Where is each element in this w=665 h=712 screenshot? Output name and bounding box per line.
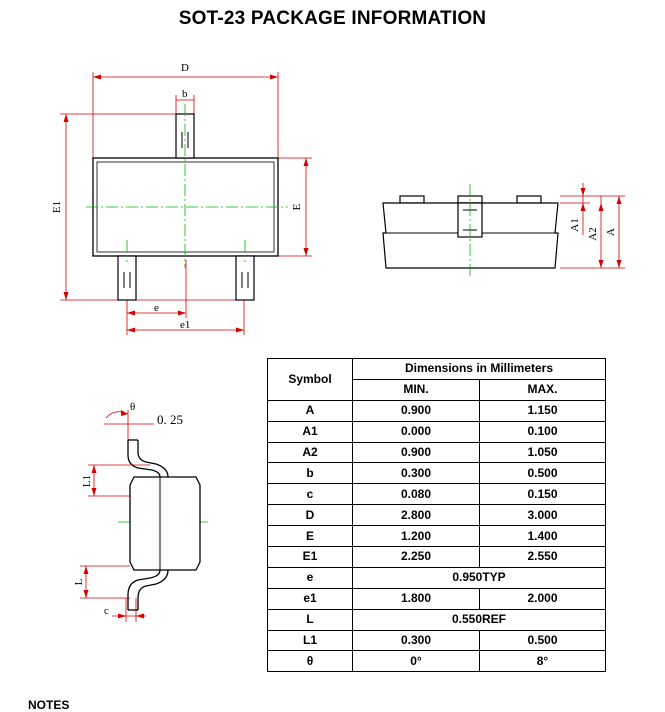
cell-symbol: b (268, 463, 353, 484)
cell-min: 0.000 (353, 421, 480, 442)
cell-symbol: A1 (268, 421, 353, 442)
table-row (268, 630, 606, 651)
label-E1: E1 (51, 200, 63, 214)
table-row (268, 484, 606, 505)
label-A1: A1 (569, 218, 581, 232)
cell-max: 1.400 (480, 526, 606, 547)
label-theta: θ (130, 401, 136, 413)
table-row (268, 567, 606, 588)
label-e1: e1 (180, 319, 191, 331)
cell-min: 0.900 (353, 442, 480, 463)
label-gauge: 0. 25 (157, 412, 183, 427)
cell-typ: 0.550REF (353, 609, 606, 630)
cell-max: 3.000 (480, 505, 606, 526)
dimension-table (267, 358, 606, 672)
label-L: L (73, 578, 85, 586)
label-D: D (181, 62, 189, 74)
header-symbol: Symbol (268, 359, 353, 401)
table-row (268, 442, 606, 463)
cell-max: 0.500 (480, 630, 606, 651)
cell-max: 2.550 (480, 547, 606, 568)
cell-max: 1.050 (480, 442, 606, 463)
table-row (268, 526, 606, 547)
side-view-drawing (0, 0, 665, 340)
cell-min: 0.300 (353, 630, 480, 651)
cell-symbol: c (268, 484, 353, 505)
table-row (268, 609, 606, 630)
lead-body (128, 440, 200, 610)
notes-heading: NOTES (28, 698, 70, 712)
table-row (268, 400, 606, 421)
cell-max: 0.150 (480, 484, 606, 505)
table-row (268, 547, 606, 568)
table-row (268, 505, 606, 526)
side-view-body (383, 196, 558, 268)
cell-min: 0° (353, 651, 480, 672)
cell-symbol: A (268, 400, 353, 421)
header-min: MIN. (353, 379, 480, 400)
cell-max: 8° (480, 651, 606, 672)
label-E: E (291, 203, 303, 211)
cell-symbol: E (268, 526, 353, 547)
table-row (268, 463, 606, 484)
lead-detail-drawing (0, 400, 260, 700)
label-A2: A2 (587, 227, 599, 241)
cell-min: 1.200 (353, 526, 480, 547)
header-dimensions: Dimensions in Millimeters (353, 359, 606, 380)
label-L1: L1 (81, 474, 93, 488)
label-A: A (605, 228, 617, 236)
cell-symbol: L (268, 609, 353, 630)
page-title: SOT-23 PACKAGE INFORMATION (178, 8, 487, 29)
cell-min: 0.900 (353, 400, 480, 421)
cell-min: 0.080 (353, 484, 480, 505)
cell-symbol: E1 (268, 547, 353, 568)
cell-min: 2.800 (353, 505, 480, 526)
cell-min: 1.800 (353, 588, 480, 609)
label-b: b (182, 88, 188, 100)
cell-symbol: D (268, 505, 353, 526)
header-max: MAX. (480, 379, 606, 400)
cell-min: 2.250 (353, 547, 480, 568)
cell-max: 2.000 (480, 588, 606, 609)
cell-symbol: e1 (268, 588, 353, 609)
cell-symbol: e (268, 567, 353, 588)
table-row (268, 651, 606, 672)
cell-symbol: θ (268, 651, 353, 672)
table-row (268, 588, 606, 609)
cell-max: 0.100 (480, 421, 606, 442)
label-e: e (154, 302, 159, 314)
cell-typ: 0.950TYP (353, 567, 606, 588)
cell-max: 0.500 (480, 463, 606, 484)
table-row (268, 421, 606, 442)
label-c: c (104, 605, 109, 617)
cell-symbol: A2 (268, 442, 353, 463)
cell-min: 0.300 (353, 463, 480, 484)
cell-max: 1.150 (480, 400, 606, 421)
cell-symbol: L1 (268, 630, 353, 651)
